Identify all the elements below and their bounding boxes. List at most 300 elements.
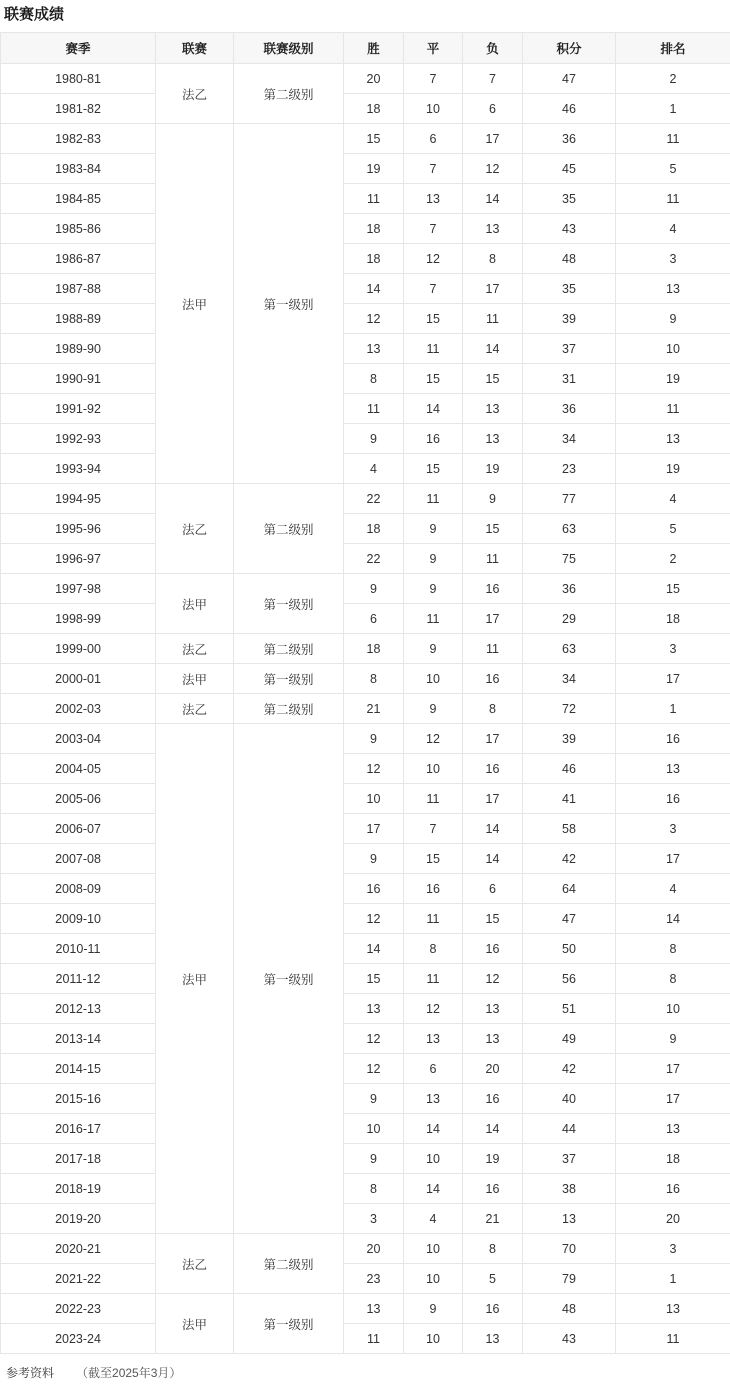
cell-points: 42: [523, 1054, 616, 1084]
cell-draw: 4: [404, 1204, 463, 1234]
table-row: [1, 1264, 730, 1294]
cell-season: 1989-90: [1, 334, 156, 364]
cell-season: 2003-04: [1, 724, 156, 754]
cell-draw: 14: [404, 394, 463, 424]
cell-season: 1995-96: [1, 514, 156, 544]
cell-loss: 16: [463, 934, 523, 964]
cell-win: 17: [344, 814, 404, 844]
cell-rank: 13: [616, 274, 730, 304]
cell-season: 2022-23: [1, 1294, 156, 1324]
cell-win: 8: [344, 664, 404, 694]
table-row: [1, 604, 730, 634]
cell-season: 2018-19: [1, 1174, 156, 1204]
cell-season: 1981-82: [1, 94, 156, 124]
cell-loss: 9: [463, 484, 523, 514]
table-row: [1, 1234, 730, 1264]
table-row: [1, 364, 730, 394]
cell-win: 18: [344, 94, 404, 124]
cell-points: 43: [523, 214, 616, 244]
cell-loss: 13: [463, 1024, 523, 1054]
cell-level: 第一级别: [234, 124, 344, 484]
cell-rank: 2: [616, 64, 730, 94]
cell-rank: 9: [616, 304, 730, 334]
cell-rank: 3: [616, 634, 730, 664]
cell-win: 6: [344, 604, 404, 634]
cell-draw: 10: [404, 1264, 463, 1294]
cell-rank: 17: [616, 1084, 730, 1114]
table-row: [1, 1204, 730, 1234]
cell-loss: 11: [463, 304, 523, 334]
cell-rank: 11: [616, 394, 730, 424]
table-row: [1, 1324, 730, 1354]
cell-season: 2007-08: [1, 844, 156, 874]
cell-points: 37: [523, 1144, 616, 1174]
cell-draw: 6: [404, 1054, 463, 1084]
cell-loss: 11: [463, 634, 523, 664]
cell-points: 34: [523, 424, 616, 454]
cell-season: 2016-17: [1, 1114, 156, 1144]
cell-season: 1993-94: [1, 454, 156, 484]
cell-draw: 7: [404, 64, 463, 94]
cell-win: 20: [344, 64, 404, 94]
table-row: [1, 274, 730, 304]
cell-points: 29: [523, 604, 616, 634]
table-row: [1, 424, 730, 454]
cell-level: 第二级别: [234, 1234, 344, 1294]
cell-draw: 7: [404, 214, 463, 244]
cell-rank: 19: [616, 364, 730, 394]
cell-rank: 3: [616, 1234, 730, 1264]
table-row: [1, 484, 730, 514]
cell-rank: 3: [616, 814, 730, 844]
cell-points: 36: [523, 574, 616, 604]
cell-win: 18: [344, 634, 404, 664]
table-row: [1, 754, 730, 784]
cell-draw: 10: [404, 94, 463, 124]
cell-loss: 17: [463, 724, 523, 754]
cell-level: 第二级别: [234, 484, 344, 574]
cell-draw: 9: [404, 634, 463, 664]
table-row: [1, 94, 730, 124]
cell-season: 2002-03: [1, 694, 156, 724]
cell-loss: 13: [463, 424, 523, 454]
cell-rank: 4: [616, 874, 730, 904]
cell-draw: 11: [404, 604, 463, 634]
cell-win: 18: [344, 514, 404, 544]
cell-level: 第二级别: [234, 634, 344, 664]
cell-draw: 14: [404, 1114, 463, 1144]
cell-rank: 13: [616, 1294, 730, 1324]
cell-season: 1994-95: [1, 484, 156, 514]
cell-season: 1987-88: [1, 274, 156, 304]
cell-draw: 11: [404, 784, 463, 814]
cell-draw: 10: [404, 754, 463, 784]
cell-draw: 12: [404, 724, 463, 754]
cell-points: 13: [523, 1204, 616, 1234]
table-footer: [0, 1354, 730, 1389]
cell-loss: 16: [463, 1294, 523, 1324]
table-header: [1, 33, 730, 64]
cell-season: 1996-97: [1, 544, 156, 574]
cell-level: 第二级别: [234, 64, 344, 124]
table-row: [1, 394, 730, 424]
cell-draw: 7: [404, 274, 463, 304]
cell-loss: 5: [463, 1264, 523, 1294]
table-row: [1, 214, 730, 244]
cell-rank: 8: [616, 964, 730, 994]
cell-points: 39: [523, 724, 616, 754]
cell-season: 1990-91: [1, 364, 156, 394]
cell-rank: 11: [616, 1324, 730, 1354]
table-row: [1, 724, 730, 754]
cell-level: 第二级别: [234, 694, 344, 724]
cell-loss: 17: [463, 784, 523, 814]
table-row: [1, 1054, 730, 1084]
cell-rank: 18: [616, 604, 730, 634]
cell-rank: 16: [616, 1174, 730, 1204]
cell-loss: 17: [463, 274, 523, 304]
cell-win: 12: [344, 1024, 404, 1054]
cell-win: 10: [344, 1114, 404, 1144]
cell-season: 1988-89: [1, 304, 156, 334]
cell-draw: 8: [404, 934, 463, 964]
cell-points: 72: [523, 694, 616, 724]
table-row: [1, 514, 730, 544]
table-body: [1, 64, 730, 1354]
cell-loss: 14: [463, 1114, 523, 1144]
cell-rank: 3: [616, 244, 730, 274]
cell-league: 法甲: [156, 664, 234, 694]
cell-points: 48: [523, 1294, 616, 1324]
cell-season: 1997-98: [1, 574, 156, 604]
table-header-row: [1, 33, 730, 64]
cell-loss: 19: [463, 1144, 523, 1174]
cell-loss: 15: [463, 904, 523, 934]
cell-points: 43: [523, 1324, 616, 1354]
cell-win: 23: [344, 1264, 404, 1294]
cell-points: 63: [523, 634, 616, 664]
table-row: [1, 1144, 730, 1174]
table-row: [1, 1294, 730, 1324]
cell-rank: 20: [616, 1204, 730, 1234]
cell-draw: 15: [404, 454, 463, 484]
cell-draw: 9: [404, 514, 463, 544]
cell-season: 2020-21: [1, 1234, 156, 1264]
table-row: [1, 784, 730, 814]
cell-loss: 8: [463, 694, 523, 724]
cell-rank: 9: [616, 1024, 730, 1054]
cell-loss: 16: [463, 1174, 523, 1204]
cell-draw: 7: [404, 154, 463, 184]
cell-win: 13: [344, 334, 404, 364]
column-header-win: 胜: [344, 33, 404, 64]
cell-draw: 11: [404, 964, 463, 994]
cell-rank: 18: [616, 1144, 730, 1174]
as-of-note: （截至2025年3月）: [76, 1364, 181, 1381]
cell-loss: 14: [463, 184, 523, 214]
cell-draw: 10: [404, 1234, 463, 1264]
cell-league: 法乙: [156, 1234, 234, 1294]
table-row: [1, 1084, 730, 1114]
cell-points: 41: [523, 784, 616, 814]
cell-draw: 11: [404, 334, 463, 364]
cell-level: 第一级别: [234, 574, 344, 634]
cell-points: 35: [523, 274, 616, 304]
cell-rank: 5: [616, 154, 730, 184]
cell-season: 1999-00: [1, 634, 156, 664]
cell-loss: 16: [463, 574, 523, 604]
cell-draw: 14: [404, 1174, 463, 1204]
table-row: [1, 154, 730, 184]
table-row: [1, 124, 730, 154]
cell-level: 第一级别: [234, 1294, 344, 1354]
table-row: [1, 1114, 730, 1144]
table-row: [1, 904, 730, 934]
cell-rank: 1: [616, 1264, 730, 1294]
table-row: [1, 184, 730, 214]
table-row: [1, 64, 730, 94]
cell-loss: 13: [463, 994, 523, 1024]
cell-win: 18: [344, 214, 404, 244]
cell-points: 70: [523, 1234, 616, 1264]
cell-points: 40: [523, 1084, 616, 1114]
cell-season: 1998-99: [1, 604, 156, 634]
cell-league: 法甲: [156, 574, 234, 634]
cell-loss: 8: [463, 1234, 523, 1264]
cell-loss: 16: [463, 1084, 523, 1114]
cell-win: 8: [344, 1174, 404, 1204]
cell-loss: 15: [463, 364, 523, 394]
cell-rank: 17: [616, 1054, 730, 1084]
cell-points: 47: [523, 64, 616, 94]
cell-win: 14: [344, 274, 404, 304]
table-row: [1, 1174, 730, 1204]
cell-rank: 10: [616, 994, 730, 1024]
cell-season: 2013-14: [1, 1024, 156, 1054]
cell-points: 51: [523, 994, 616, 1024]
cell-win: 9: [344, 1084, 404, 1114]
cell-rank: 19: [616, 454, 730, 484]
column-header-rank: 排名: [616, 33, 730, 64]
cell-loss: 19: [463, 454, 523, 484]
cell-loss: 21: [463, 1204, 523, 1234]
column-header-loss: 负: [463, 33, 523, 64]
cell-league: 法乙: [156, 634, 234, 664]
cell-points: 77: [523, 484, 616, 514]
cell-season: 1992-93: [1, 424, 156, 454]
cell-win: 11: [344, 184, 404, 214]
cell-win: 9: [344, 574, 404, 604]
cell-win: 3: [344, 1204, 404, 1234]
cell-season: 1982-83: [1, 124, 156, 154]
cell-draw: 9: [404, 544, 463, 574]
cell-rank: 16: [616, 784, 730, 814]
cell-points: 64: [523, 874, 616, 904]
cell-win: 12: [344, 304, 404, 334]
reference-label[interactable]: 参考资料: [6, 1364, 54, 1381]
cell-win: 22: [344, 544, 404, 574]
cell-win: 11: [344, 394, 404, 424]
table-row: [1, 694, 730, 724]
table-row: [1, 244, 730, 274]
cell-points: 38: [523, 1174, 616, 1204]
cell-loss: 13: [463, 1324, 523, 1354]
cell-rank: 1: [616, 94, 730, 124]
table-row: [1, 304, 730, 334]
cell-win: 9: [344, 1144, 404, 1174]
cell-loss: 13: [463, 394, 523, 424]
cell-draw: 10: [404, 1324, 463, 1354]
table-row: [1, 994, 730, 1024]
cell-win: 13: [344, 1294, 404, 1324]
cell-points: 49: [523, 1024, 616, 1054]
cell-win: 12: [344, 754, 404, 784]
cell-points: 47: [523, 904, 616, 934]
cell-points: 31: [523, 364, 616, 394]
cell-draw: 16: [404, 424, 463, 454]
cell-win: 15: [344, 124, 404, 154]
cell-points: 75: [523, 544, 616, 574]
cell-points: 36: [523, 394, 616, 424]
cell-win: 9: [344, 844, 404, 874]
cell-loss: 12: [463, 154, 523, 184]
cell-rank: 14: [616, 904, 730, 934]
cell-win: 12: [344, 1054, 404, 1084]
cell-season: 2011-12: [1, 964, 156, 994]
cell-loss: 14: [463, 844, 523, 874]
cell-win: 22: [344, 484, 404, 514]
cell-rank: 10: [616, 334, 730, 364]
cell-win: 21: [344, 694, 404, 724]
cell-points: 50: [523, 934, 616, 964]
cell-season: 2004-05: [1, 754, 156, 784]
cell-season: 2005-06: [1, 784, 156, 814]
cell-win: 4: [344, 454, 404, 484]
cell-draw: 7: [404, 814, 463, 844]
cell-league: 法甲: [156, 724, 234, 1234]
column-header-draw: 平: [404, 33, 463, 64]
cell-win: 12: [344, 904, 404, 934]
cell-win: 19: [344, 154, 404, 184]
cell-season: 2010-11: [1, 934, 156, 964]
cell-rank: 15: [616, 574, 730, 604]
cell-loss: 16: [463, 754, 523, 784]
cell-draw: 9: [404, 1294, 463, 1324]
cell-season: 2000-01: [1, 664, 156, 694]
cell-loss: 6: [463, 874, 523, 904]
cell-points: 23: [523, 454, 616, 484]
cell-win: 8: [344, 364, 404, 394]
cell-points: 46: [523, 94, 616, 124]
cell-points: 45: [523, 154, 616, 184]
column-header-league: 联赛: [156, 33, 234, 64]
cell-rank: 13: [616, 1114, 730, 1144]
cell-draw: 11: [404, 484, 463, 514]
cell-points: 48: [523, 244, 616, 274]
cell-rank: 13: [616, 754, 730, 784]
cell-league: 法乙: [156, 694, 234, 724]
cell-season: 2023-24: [1, 1324, 156, 1354]
cell-draw: 9: [404, 574, 463, 604]
table-row: [1, 964, 730, 994]
cell-win: 14: [344, 934, 404, 964]
cell-loss: 14: [463, 334, 523, 364]
cell-loss: 20: [463, 1054, 523, 1084]
cell-rank: 16: [616, 724, 730, 754]
cell-rank: 5: [616, 514, 730, 544]
cell-draw: 9: [404, 694, 463, 724]
column-header-level: 联赛级别: [234, 33, 344, 64]
cell-loss: 14: [463, 814, 523, 844]
cell-win: 10: [344, 784, 404, 814]
column-header-season: 赛季: [1, 33, 156, 64]
cell-loss: 15: [463, 514, 523, 544]
cell-draw: 13: [404, 1024, 463, 1054]
cell-rank: 8: [616, 934, 730, 964]
cell-win: 18: [344, 244, 404, 274]
cell-win: 9: [344, 724, 404, 754]
cell-points: 46: [523, 754, 616, 784]
cell-draw: 10: [404, 664, 463, 694]
cell-win: 20: [344, 1234, 404, 1264]
cell-season: 2021-22: [1, 1264, 156, 1294]
cell-loss: 13: [463, 214, 523, 244]
table-row: [1, 874, 730, 904]
cell-season: 1991-92: [1, 394, 156, 424]
cell-loss: 17: [463, 604, 523, 634]
cell-loss: 17: [463, 124, 523, 154]
cell-rank: 2: [616, 544, 730, 574]
cell-league: 法甲: [156, 124, 234, 484]
cell-draw: 15: [404, 844, 463, 874]
cell-league: 法乙: [156, 64, 234, 124]
cell-season: 1984-85: [1, 184, 156, 214]
cell-loss: 7: [463, 64, 523, 94]
table-row: [1, 844, 730, 874]
cell-points: 37: [523, 334, 616, 364]
table-row: [1, 934, 730, 964]
cell-season: 1980-81: [1, 64, 156, 94]
cell-loss: 11: [463, 544, 523, 574]
cell-draw: 10: [404, 1144, 463, 1174]
cell-season: 2009-10: [1, 904, 156, 934]
cell-season: 1986-87: [1, 244, 156, 274]
table-row: [1, 1024, 730, 1054]
cell-rank: 1: [616, 694, 730, 724]
cell-rank: 17: [616, 844, 730, 874]
cell-draw: 11: [404, 904, 463, 934]
column-header-points: 积分: [523, 33, 616, 64]
cell-season: 2019-20: [1, 1204, 156, 1234]
cell-points: 44: [523, 1114, 616, 1144]
cell-draw: 12: [404, 244, 463, 274]
cell-rank: 11: [616, 124, 730, 154]
cell-rank: 13: [616, 424, 730, 454]
cell-points: 34: [523, 664, 616, 694]
cell-draw: 15: [404, 364, 463, 394]
cell-points: 58: [523, 814, 616, 844]
table-row: [1, 334, 730, 364]
cell-loss: 8: [463, 244, 523, 274]
cell-rank: 4: [616, 484, 730, 514]
cell-draw: 6: [404, 124, 463, 154]
cell-season: 2008-09: [1, 874, 156, 904]
cell-season: 2014-15: [1, 1054, 156, 1084]
cell-win: 13: [344, 994, 404, 1024]
table-row: [1, 634, 730, 664]
cell-loss: 6: [463, 94, 523, 124]
cell-points: 56: [523, 964, 616, 994]
